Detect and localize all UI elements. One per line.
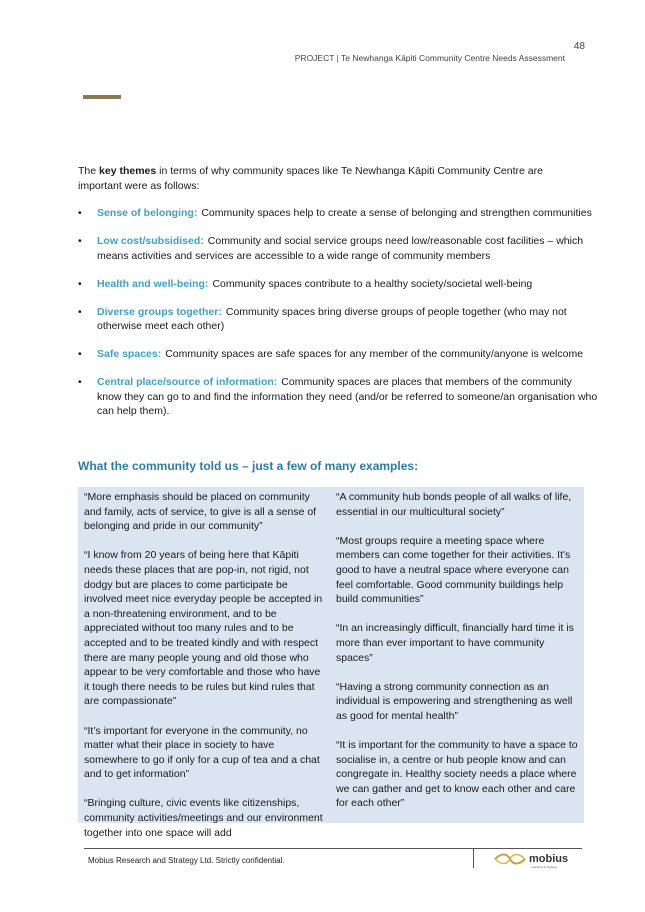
bullet-icon: •	[78, 348, 82, 360]
page-number: 48	[573, 41, 585, 52]
theme-text: Community spaces are places that members of the community know they can go to and find the information they need (and/or be referred to someone/an organisation who can help them).	[97, 376, 598, 417]
theme-item	[78, 277, 598, 292]
accent-bar	[83, 95, 121, 99]
intro-after: in terms of why community spaces like Te Newhanga Kāpiti Community Centre are important were as follows:	[78, 165, 543, 192]
theme-title: Diverse groups together:	[97, 305, 222, 318]
theme-item	[78, 305, 598, 334]
quote: “I know from 20 years of being here that Kāpiti needs these places that are pop-in, not rigid, not dodgy but are places to come participate be involved meet nice everyday people be accepted in a non-threatening environment, and to be appreciated without too many rules and to be accepted and to be treated kindly and with respect there are many people young and old those who appear to be very comfortable and those who have it tough there needs to be rules but kind rules that are compassionate”	[84, 549, 323, 708]
bullet-icon: •	[78, 305, 82, 318]
intro-bold: key themes	[99, 165, 157, 177]
footer-rule	[84, 848, 582, 849]
footer-text: Mobius Research and Strategy Ltd. Strictly confidential.	[88, 856, 285, 865]
quote: “More emphasis should be placed on community and family, acts of service, to give is all a sense of belonging and pride in our community”	[84, 491, 317, 533]
intro-paragraph	[78, 164, 578, 194]
mobius-swirl-icon	[493, 852, 527, 866]
quotes-left-column	[84, 490, 328, 855]
quote-box	[78, 487, 584, 839]
theme-item	[78, 347, 598, 362]
logo-subtext: research & strategy	[531, 865, 558, 869]
mobius-logo	[493, 851, 568, 867]
quote: “A community hub bonds people of all walks of life, essential in our multicultural society”	[336, 491, 572, 518]
theme-title: Low cost/subsidised:	[97, 235, 204, 247]
section-heading: What the community told us – just a few of many examples:	[78, 459, 419, 473]
quotes-right-column	[336, 490, 580, 826]
running-header: PROJECT | Te Newhanga Kāpiti Community Centre Needs Assessment	[294, 53, 565, 63]
theme-item	[78, 375, 598, 419]
bullet-icon: •	[78, 376, 82, 388]
theme-item	[78, 234, 598, 263]
bullet-icon: •	[78, 277, 82, 290]
theme-title: Safe spaces:	[97, 348, 162, 360]
intro-before: The	[78, 165, 100, 177]
theme-text: Community spaces help to create a sense of belonging and strengthen communities	[201, 207, 592, 219]
quote: “It is important for the community to have a space to socialise in, a centre or hub people know and can congregate in. Healthy society needs a place where we can gather and get to know each other and care for each other”	[336, 739, 578, 810]
quote: “In an increasingly difficult, financially hard time it is more than ever important to have community spaces”	[336, 622, 574, 664]
logo-text: mobius	[529, 853, 569, 865]
quote: “Having a strong community connection as an individual is empowering and strengthening as well as good for mental health”	[336, 680, 573, 722]
quote: “It’s important for everyone in the community, no matter what their place in society to have somewhere to go if only for a cup of tea and a chat and to get information”	[84, 724, 320, 781]
footer-divider	[473, 848, 474, 868]
theme-text: Community spaces bring diverse groups of people together (who may not otherwise meet each other)	[97, 305, 567, 332]
theme-text: Community and social service groups need low/reasonable cost facilities – which means activities and services are accessible to a wide range of community members	[97, 235, 584, 262]
theme-text: Community spaces contribute to a healthy society/societal well-being	[212, 277, 533, 290]
theme-title: Central place/source of information:	[97, 376, 278, 388]
theme-item	[78, 206, 598, 221]
theme-text: Community spaces are safe spaces for any member of the community/anyone is welcome	[165, 348, 584, 360]
bullet-icon: •	[78, 235, 82, 247]
theme-title: Sense of belonging:	[97, 207, 198, 219]
bullet-icon: •	[78, 207, 82, 219]
quote: “Most groups require a meeting space where members can come together for their activities. It's good to have a neutral space where everyone can feel comfortable. Good community buildings help build communities”	[336, 534, 571, 606]
themes-list	[78, 206, 598, 432]
quote: “Bringing culture, civic events like citizenships, community activities/meetings and our environment together into one space will add	[84, 797, 323, 839]
theme-title: Health and well-being:	[97, 277, 209, 290]
